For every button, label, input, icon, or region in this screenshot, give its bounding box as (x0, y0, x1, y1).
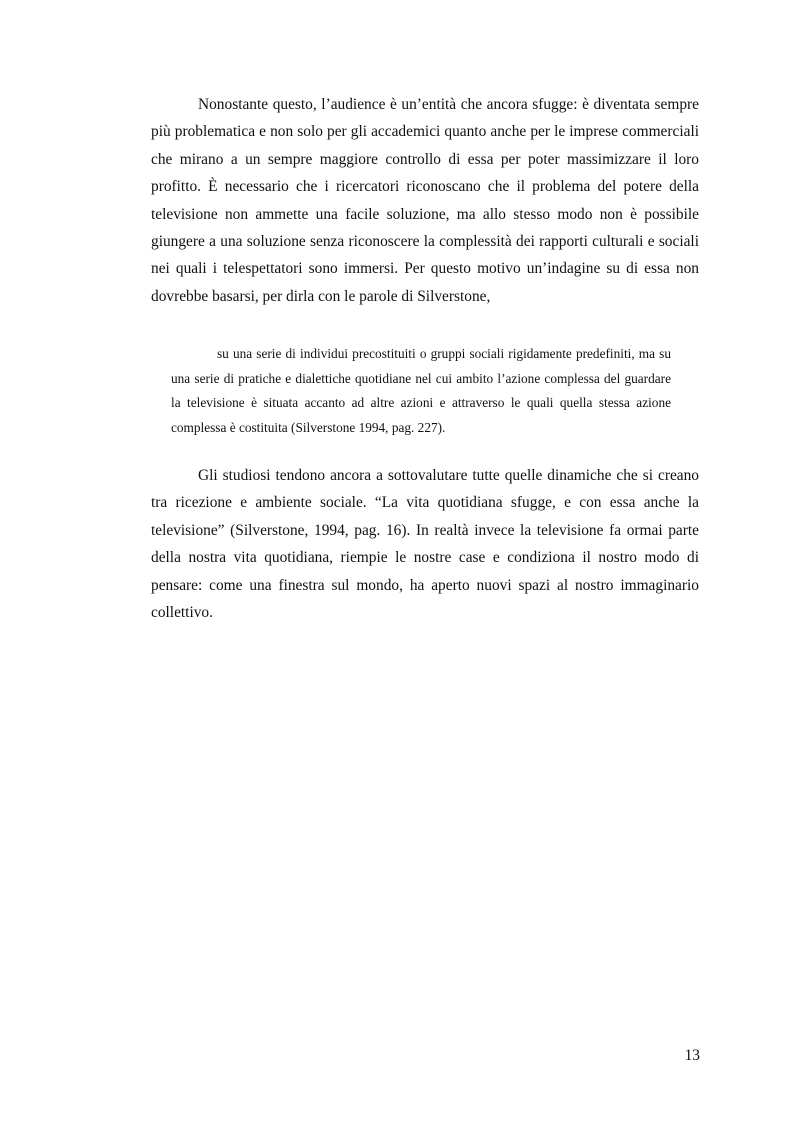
block-quote: su una serie di individui precostituiti o gruppi sociali rigidamente predefiniti, ma su una serie di pratiche e dialettiche quotidiane nel cui ambito l’azione complessa del guardare la televisione è situata accanto ad altre azioni e attraverso le quali quella stessa azione complessa è costituita (Silverstone 1994, pag. 227). (171, 346, 671, 435)
page-number: 13 (684, 1047, 700, 1064)
body-paragraph-1: Nonostante questo, l’audience è un’entità che ancora sfugge: è diventata sempre più problematica e non solo per gli accademici quanto anche per le imprese commerciali che mirano a un sempre maggiore controllo di essa per poter massimizzare il loro profitto. È necessario che i ricercatori riconoscano che il problema del potere della televisione non ammette una facile soluzione, ma allo stesso modo non è possibile giungere a una soluzione senza riconoscere la complessità dei rapporti culturali e sociali nei quali i telespettatori sono immersi. Per questo motivo un’indagine su di essa non dovrebbe basarsi, per dirla con le parole di Silverstone, (151, 96, 699, 305)
body-paragraph-2: Gli studiosi tendono ancora a sottovalutare tutte quelle dinamiche che si creano tra ricezione e ambiente sociale. “La vita quotidiana sfugge, e con essa anche la televisione” (Silverstone, 1994, pag. 16). In realtà invece la televisione fa ormai parte della nostra vita quotidiana, riempie le nostre case e condiziona il nostro modo di pensare: come una finestra sul mondo, ha aperto nuovi spazi al nostro immaginario collettivo. (151, 467, 699, 622)
